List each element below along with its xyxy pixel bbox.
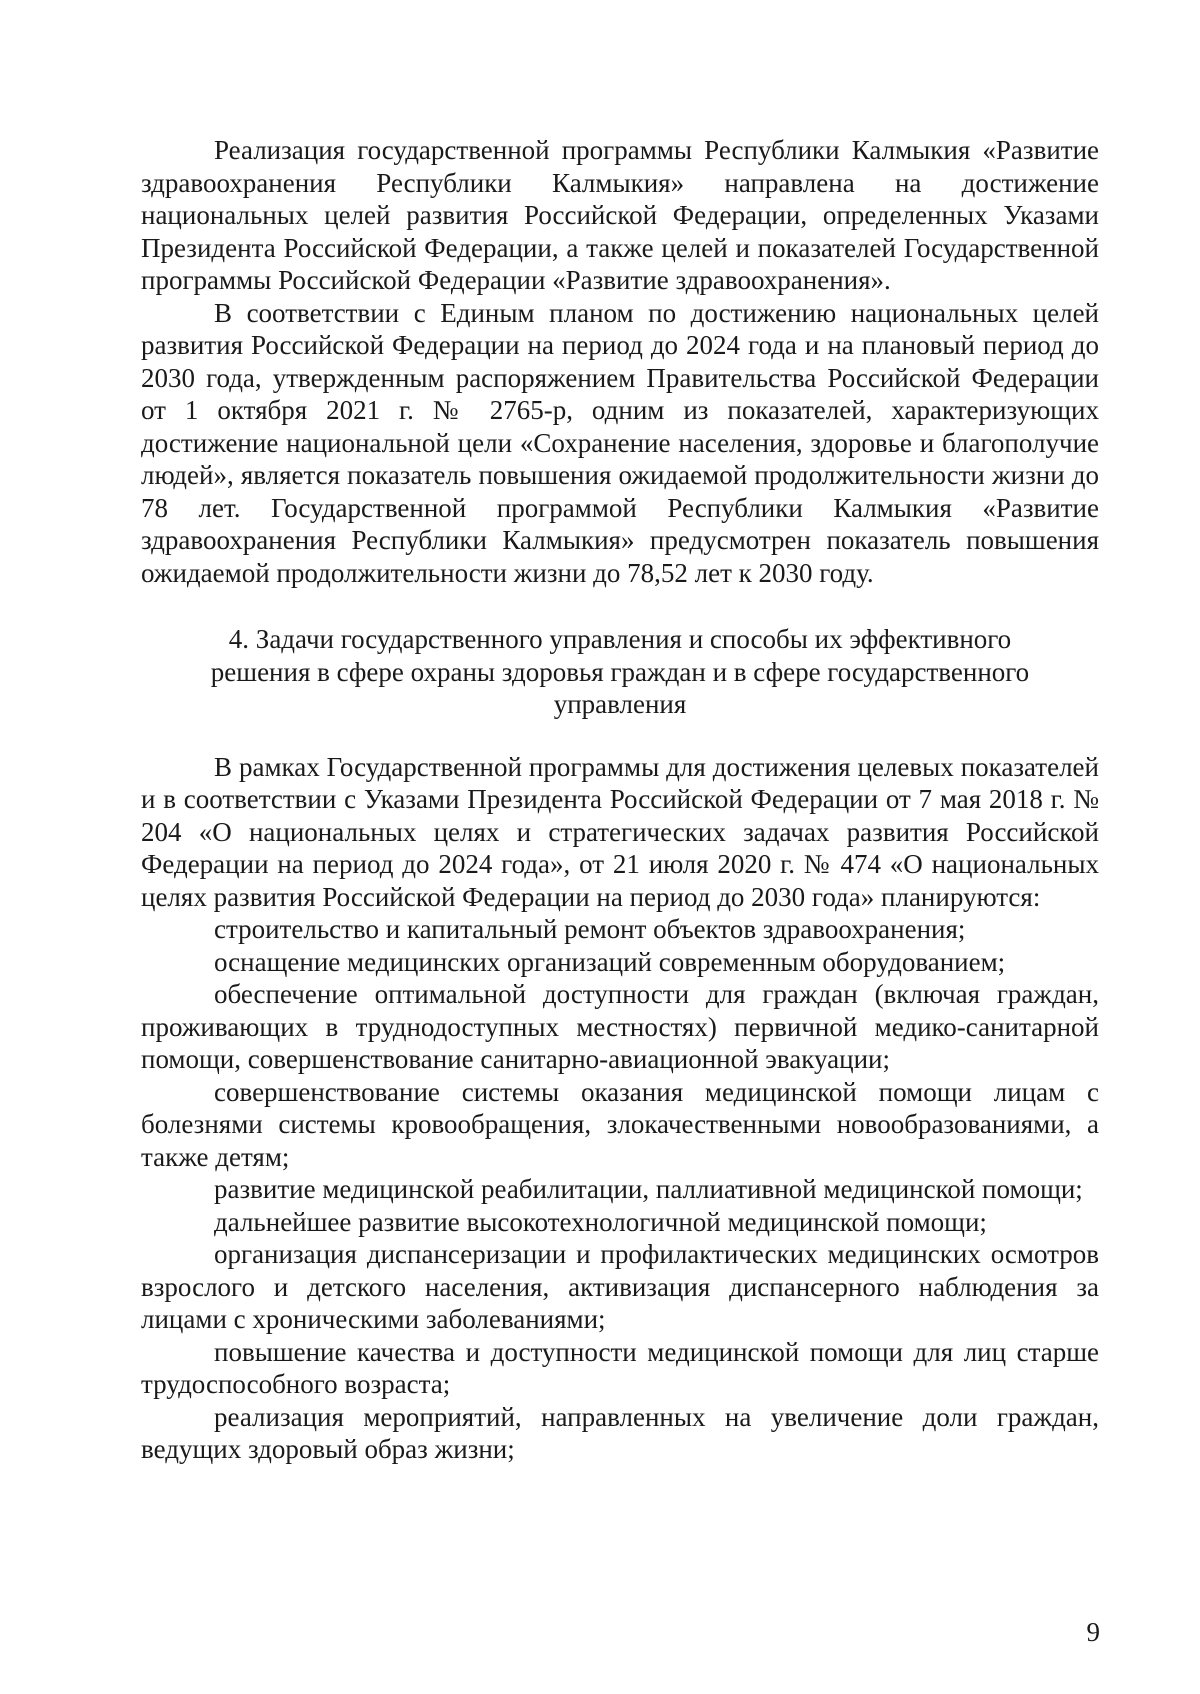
list-item: совершенствование системы оказания медицинской помощи лицам с болезнями системы кровообращения, злокачественными новообразованиями, а также детям; xyxy=(141,1076,1099,1172)
list-item: обеспечение оптимальной доступности для граждан (включая граждан, проживающих в труднодоступных местностях) первичной медико-санитарной помощи, совершенствование санитарно-авиационной эвакуации; xyxy=(141,979,1099,1074)
list-item: дальнейшее развитие высокотехнологичной медицинской помощи; xyxy=(214,1206,987,1237)
list-item: организация диспансеризации и профилактических медицинских осмотров взрослого и детского населения, активизация диспансерного наблюдения за лицами с хроническими заболеваниями; xyxy=(141,1239,1099,1334)
list-item: оснащение медицинских организаций современным оборудованием; xyxy=(214,946,1006,977)
paragraph-unified-plan: В соответствии с Единым планом по достижению национальных целей развития Российской Федерации на период до 2024 года и на плановый период до 2030 года, утвержденным распоряжением Правительства Российской Федерации от 1 октября 2021 г. № 2765-р, одним из показателей, характеризующих достижение национальной цели «Сохранение населения, здоровье и благополучие людей», является показатель повышения ожидаемой продолжительности жизни до 78 лет. Государственной программой Республики Калмыкия «Развитие здравоохранения Республики Калмыкия» предусмотрен показатель повышения ожидаемой продолжительности жизни до 78,52 лет к 2030 году. xyxy=(141,297,1099,588)
list-item: реализация мероприятий, направленных на увеличение доли граждан, ведущих здоровый образ жизни; xyxy=(141,1401,1099,1464)
list-item: повышение качества и доступности медицинской помощи для лиц старше трудоспособного возраста; xyxy=(141,1336,1099,1399)
paragraph-program-goals: Реализация государственной программы Республики Калмыкия «Развитие здравоохранения Республики Калмыкия» направлена на достижение национальных целей развития Российской Федерации, определенных Указами Президента Российской Федерации, а также целей и показателей Государственной программы Российской Федерации «Развитие здравоохранения». xyxy=(141,135,1099,295)
paragraph-intro: В рамках Государственной программы для достижения целевых показателей и в соответствии с Указами Президента Российской Федерации от 7 мая 2018 г. № 204 «О национальных целях и стратегических задачах развития Российской Федерации на период до 2024 года», от 21 июля 2020 г. № 474 «О национальных целях развития Российской Федерации на период до 2030 года» планируются: xyxy=(141,751,1099,912)
section-heading: 4. Задачи государственного управления и способы их эффективного решения в сфере охраны здоровья граждан и в сфере государственного управления xyxy=(210,624,1030,719)
list-item: строительство и капитальный ремонт объектов здравоохранения; xyxy=(214,914,966,944)
page-content xyxy=(141,134,1099,1466)
page-number: 9 xyxy=(1086,1617,1100,1647)
list-item: развитие медицинской реабилитации, паллиативной медицинской помощи; xyxy=(214,1174,1083,1204)
